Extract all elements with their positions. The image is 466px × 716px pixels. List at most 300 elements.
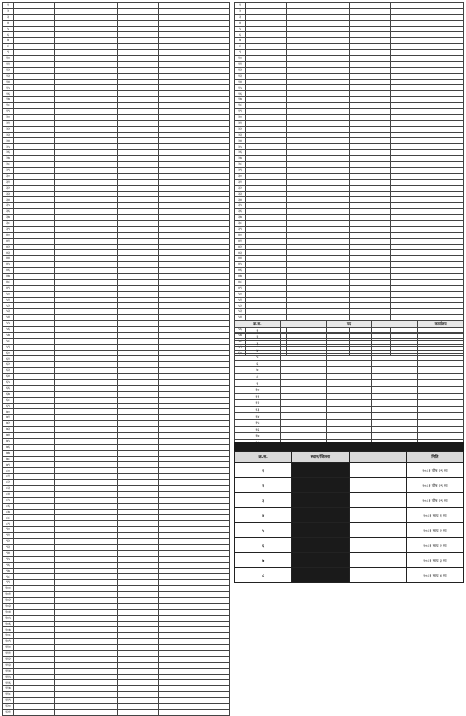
row-number: २२ (3, 126, 14, 132)
table-cell (418, 400, 464, 407)
row-number: २ (235, 478, 292, 493)
table-cell (326, 327, 372, 334)
row-number: ३९ (235, 226, 246, 232)
table-cell (326, 340, 372, 347)
row-number: ११ (3, 61, 14, 67)
row-number: ३२ (235, 185, 246, 191)
row-number: ४६ (235, 268, 246, 274)
row-number: ८१ (3, 474, 14, 480)
date-cell: २०८१ पौष २९ मा (406, 478, 463, 493)
row-number: ४९ (235, 285, 246, 291)
table-row (235, 568, 464, 583)
row-number: १३ (235, 73, 246, 79)
row-number: ९२ (3, 539, 14, 545)
table-cell (372, 433, 418, 440)
district-cell (292, 553, 349, 568)
left-listing-column (2, 2, 230, 716)
table-cell (372, 400, 418, 407)
row-number: ३३ (235, 191, 246, 197)
row-number: १०० (3, 586, 14, 592)
row-number: ६० (235, 350, 246, 356)
row-number: १७ (235, 433, 281, 440)
row-number: १७ (3, 97, 14, 103)
table-cell (372, 373, 418, 380)
row-number: ११ (235, 61, 246, 67)
row-number: ३ (235, 493, 292, 508)
date-cell: २०८१ माघ ३ मा (406, 553, 463, 568)
column-header (372, 321, 418, 328)
row-number: ७ (3, 38, 14, 44)
table-cell (326, 400, 372, 407)
row-number: ४० (235, 232, 246, 238)
row-number: ९६ (3, 562, 14, 568)
table-cell (418, 347, 464, 354)
table-row (235, 353, 464, 360)
row-number: २१ (3, 120, 14, 126)
row-number: ६९ (3, 403, 14, 409)
row-number: ६१ (3, 356, 14, 362)
row-number: १८ (3, 103, 14, 109)
row-number: १९ (3, 109, 14, 115)
table-row (235, 463, 464, 478)
table-row (235, 386, 464, 393)
venue-cell (349, 538, 406, 553)
table-cell (280, 367, 326, 374)
date-cell: २०८१ पौष २९ मा (406, 493, 463, 508)
row-number: ३७ (235, 215, 246, 221)
table-cell (326, 347, 372, 354)
row-number: ५७ (3, 332, 14, 338)
district-cell (292, 568, 349, 583)
table-cell (280, 353, 326, 360)
table-cell (280, 426, 326, 433)
row-number: २७ (3, 156, 14, 162)
row-number: १०१ (3, 592, 14, 598)
row-number: ३४ (3, 197, 14, 203)
row-number: ५९ (235, 344, 246, 350)
row-number: ७ (235, 367, 281, 374)
row-number: ४ (3, 20, 14, 26)
column-header: पद (326, 321, 372, 328)
row-number: ७० (3, 409, 14, 415)
row-number: ११२ (3, 656, 14, 662)
row-number: १०५ (3, 615, 14, 621)
row-number: ५० (3, 291, 14, 297)
row-number: ४ (235, 20, 246, 26)
row-number: ४२ (3, 244, 14, 250)
row-number: १ (3, 3, 14, 9)
table-row (235, 340, 464, 347)
table-row (235, 538, 464, 553)
row-number: १० (235, 56, 246, 62)
table-row (235, 508, 464, 523)
table-cell (418, 360, 464, 367)
row-number: १३ (3, 73, 14, 79)
table-row (235, 334, 464, 341)
row-number: १५ (3, 85, 14, 91)
table-cell (372, 353, 418, 360)
row-number: २० (235, 114, 246, 120)
row-number: १२ (235, 400, 281, 407)
table-cell (418, 413, 464, 420)
row-number: ६ (235, 360, 281, 367)
row-number: ७५ (3, 438, 14, 444)
venue-cell (349, 478, 406, 493)
table-cell (326, 426, 372, 433)
row-number: ६४ (3, 374, 14, 380)
table-cell (372, 340, 418, 347)
table-cell (280, 433, 326, 440)
row-number: ५१ (3, 297, 14, 303)
small-table (234, 320, 464, 459)
row-number: ४९ (3, 285, 14, 291)
table-cell (372, 386, 418, 393)
row-number: ५४ (235, 315, 246, 321)
row-number: २८ (3, 162, 14, 168)
row-number: ७३ (3, 427, 14, 433)
district-cell (292, 523, 349, 538)
row-number: ५० (235, 291, 246, 297)
row-number: ८८ (3, 515, 14, 521)
row-number: ५८ (3, 338, 14, 344)
row-number: ३८ (3, 220, 14, 226)
row-number: ५२ (235, 303, 246, 309)
row-number: ६३ (3, 368, 14, 374)
row-number: २४ (3, 138, 14, 144)
table-cell (280, 327, 326, 334)
row-number: ४८ (235, 279, 246, 285)
row-number: ७७ (3, 450, 14, 456)
row-number: ३४ (235, 197, 246, 203)
table-cell (280, 340, 326, 347)
row-number: ४४ (3, 256, 14, 262)
row-number: ९९ (3, 580, 14, 586)
venue-cell (349, 463, 406, 478)
row-number: ४१ (235, 238, 246, 244)
row-number: ३१ (235, 179, 246, 185)
row-number: ११५ (3, 674, 14, 680)
table-cell (280, 386, 326, 393)
table-cell (372, 347, 418, 354)
row-number: ७६ (3, 444, 14, 450)
row-number: ९ (235, 380, 281, 387)
row-number: ११० (3, 645, 14, 651)
row-number: ८ (235, 44, 246, 50)
venue-cell (349, 523, 406, 538)
row-number: ५६ (235, 326, 246, 332)
table-cell (418, 393, 464, 400)
row-number: ८६ (3, 503, 14, 509)
table-cell (326, 433, 372, 440)
row-number: ३७ (3, 215, 14, 221)
table-row (235, 493, 464, 508)
row-number: ६६ (3, 385, 14, 391)
row-number: १० (235, 386, 281, 393)
row-number: १४ (235, 79, 246, 85)
column-header (280, 321, 326, 328)
row-number: ८ (235, 373, 281, 380)
row-number: ९७ (3, 568, 14, 574)
date-cell: २०८१ माघ १ मा (406, 508, 463, 523)
district-cell (292, 478, 349, 493)
table-cell (372, 327, 418, 334)
table-row (235, 367, 464, 374)
row-number: १०८ (3, 633, 14, 639)
row-number: २३ (235, 132, 246, 138)
row-number: ४१ (3, 238, 14, 244)
table-cell (418, 340, 464, 347)
row-number: ६ (3, 32, 14, 38)
row-number: ४ (235, 508, 292, 523)
right-listing-table (234, 2, 464, 356)
row-number: २६ (235, 150, 246, 156)
row-number: ७८ (3, 456, 14, 462)
row-number: २५ (3, 144, 14, 150)
row-number: ९० (3, 527, 14, 533)
column-header: कार्यालय (418, 321, 464, 328)
row-number: ८४ (3, 491, 14, 497)
row-number: २० (3, 114, 14, 120)
table-row (235, 426, 464, 433)
right-listing-column (234, 2, 464, 578)
row-number: ७४ (3, 433, 14, 439)
row-number: १२१ (3, 709, 14, 715)
table-cell (14, 709, 55, 715)
row-number: ३६ (235, 209, 246, 215)
district-cell (292, 493, 349, 508)
row-number: १४ (235, 413, 281, 420)
row-number: ४८ (3, 279, 14, 285)
table-row (235, 413, 464, 420)
row-number: ९५ (3, 556, 14, 562)
row-number: ५ (3, 26, 14, 32)
row-number: १०४ (3, 609, 14, 615)
table-cell (372, 380, 418, 387)
column-header (349, 452, 406, 463)
row-number: ३६ (3, 209, 14, 215)
table-row (235, 419, 464, 426)
row-number: ८ (3, 44, 14, 50)
row-number: २८ (235, 162, 246, 168)
district-cell (292, 508, 349, 523)
row-number: ११८ (3, 692, 14, 698)
table-row (235, 373, 464, 380)
row-number: ५ (235, 26, 246, 32)
table-cell (418, 353, 464, 360)
row-number: ३० (3, 173, 14, 179)
table-cell (372, 360, 418, 367)
row-number: ६ (235, 32, 246, 38)
row-number: ४४ (235, 256, 246, 262)
row-number: १ (235, 463, 292, 478)
row-number: १०९ (3, 639, 14, 645)
schedule-table (234, 451, 464, 583)
row-number: ३३ (3, 191, 14, 197)
table-cell (372, 426, 418, 433)
row-number: ४२ (235, 244, 246, 250)
table-cell (418, 406, 464, 413)
row-number: २५ (235, 144, 246, 150)
schedule-block (234, 442, 464, 583)
row-number: २३ (3, 132, 14, 138)
table-row (235, 433, 464, 440)
row-number: १६ (3, 91, 14, 97)
row-number: ५५ (3, 321, 14, 327)
row-number: १०७ (3, 627, 14, 633)
table-row (235, 478, 464, 493)
row-number: ८७ (3, 509, 14, 515)
row-number: ११३ (3, 662, 14, 668)
row-number: ६० (3, 350, 14, 356)
row-number: १९ (235, 109, 246, 115)
row-number: ४३ (3, 250, 14, 256)
row-number: ८९ (3, 521, 14, 527)
row-number: २ (235, 8, 246, 14)
row-number: ९१ (3, 533, 14, 539)
row-number: २९ (235, 167, 246, 173)
table-cell (418, 419, 464, 426)
date-cell: २०८१ माघ २ मा (406, 538, 463, 553)
left-listing-table (2, 2, 230, 716)
row-number: ७ (235, 38, 246, 44)
row-number: २१ (235, 120, 246, 126)
row-number: ९ (235, 50, 246, 56)
row-number: ३५ (235, 203, 246, 209)
row-number: ५६ (3, 326, 14, 332)
table-cell (159, 709, 230, 715)
row-number: ५ (235, 523, 292, 538)
table-cell (326, 380, 372, 387)
column-header: क्र.स. (235, 452, 292, 463)
row-number: ३२ (3, 185, 14, 191)
row-number: ९८ (3, 574, 14, 580)
row-number: ५२ (3, 303, 14, 309)
row-number: १६ (235, 91, 246, 97)
table-cell (326, 386, 372, 393)
table-cell (372, 393, 418, 400)
table-row (235, 347, 464, 354)
row-number: ५९ (3, 344, 14, 350)
date-cell: २०८१ पौष २९ मा (406, 463, 463, 478)
table-cell (418, 373, 464, 380)
row-number: ८० (3, 468, 14, 474)
table-cell (326, 373, 372, 380)
table-cell (280, 373, 326, 380)
table-cell (55, 709, 118, 715)
date-cell: २०८१ माघ २ मा (406, 523, 463, 538)
table-cell (280, 400, 326, 407)
row-number: ११ (235, 393, 281, 400)
venue-cell (349, 493, 406, 508)
venue-cell (349, 568, 406, 583)
table-cell (418, 426, 464, 433)
row-number: ५८ (235, 338, 246, 344)
column-header: मिति (406, 452, 463, 463)
table-cell (326, 367, 372, 374)
table-cell (280, 380, 326, 387)
row-number: ५३ (3, 309, 14, 315)
table-cell (326, 406, 372, 413)
row-number: ६७ (3, 391, 14, 397)
table-row (3, 709, 230, 715)
date-cell: २०८१ माघ ४ मा (406, 568, 463, 583)
table-cell (326, 360, 372, 367)
row-number: ३१ (3, 179, 14, 185)
table-row (235, 400, 464, 407)
row-number: ६ (235, 538, 292, 553)
row-number: २९ (3, 167, 14, 173)
row-number: १५ (235, 85, 246, 91)
row-number: ४७ (3, 273, 14, 279)
row-number: १०६ (3, 621, 14, 627)
row-number: ५१ (235, 297, 246, 303)
table-cell (418, 386, 464, 393)
row-number: १०३ (3, 603, 14, 609)
row-number: ६२ (3, 362, 14, 368)
row-number: १६ (235, 426, 281, 433)
table-cell (418, 433, 464, 440)
table-cell (326, 353, 372, 360)
district-cell (292, 538, 349, 553)
row-number: ५ (235, 353, 281, 360)
row-number: १०२ (3, 597, 14, 603)
row-number: १७ (235, 97, 246, 103)
table-cell (372, 367, 418, 374)
table-cell (326, 413, 372, 420)
row-number: ६८ (3, 397, 14, 403)
table-cell (280, 406, 326, 413)
row-number: ८ (235, 568, 292, 583)
table-row (235, 360, 464, 367)
row-number: ३० (235, 173, 246, 179)
row-number: ३९ (3, 226, 14, 232)
row-number: १ (235, 327, 281, 334)
table-cell (118, 709, 159, 715)
row-number: ८३ (3, 486, 14, 492)
schedule-title (234, 442, 464, 451)
row-number: ११६ (3, 680, 14, 686)
table-cell (372, 406, 418, 413)
row-number: ३ (235, 14, 246, 20)
row-number: १८ (235, 103, 246, 109)
row-number: ६५ (3, 380, 14, 386)
table-cell (372, 419, 418, 426)
row-number: २७ (235, 156, 246, 162)
row-number: ७१ (3, 415, 14, 421)
row-number: १० (3, 56, 14, 62)
row-number: ४७ (235, 273, 246, 279)
table-row (235, 406, 464, 413)
row-number: ५४ (3, 315, 14, 321)
row-number: १ (235, 3, 246, 9)
row-number: ८५ (3, 497, 14, 503)
table-cell (326, 334, 372, 341)
row-number: १२० (3, 703, 14, 709)
row-number: ७९ (3, 462, 14, 468)
row-number: १११ (3, 650, 14, 656)
row-number: ७२ (3, 421, 14, 427)
row-number: ५३ (235, 309, 246, 315)
table-cell (326, 419, 372, 426)
row-number: ९४ (3, 550, 14, 556)
table-row (235, 523, 464, 538)
row-number: ४० (3, 232, 14, 238)
row-number: ५७ (235, 332, 246, 338)
row-number: १४ (3, 79, 14, 85)
row-number: २ (3, 8, 14, 14)
row-number: २४ (235, 138, 246, 144)
table-cell (280, 393, 326, 400)
